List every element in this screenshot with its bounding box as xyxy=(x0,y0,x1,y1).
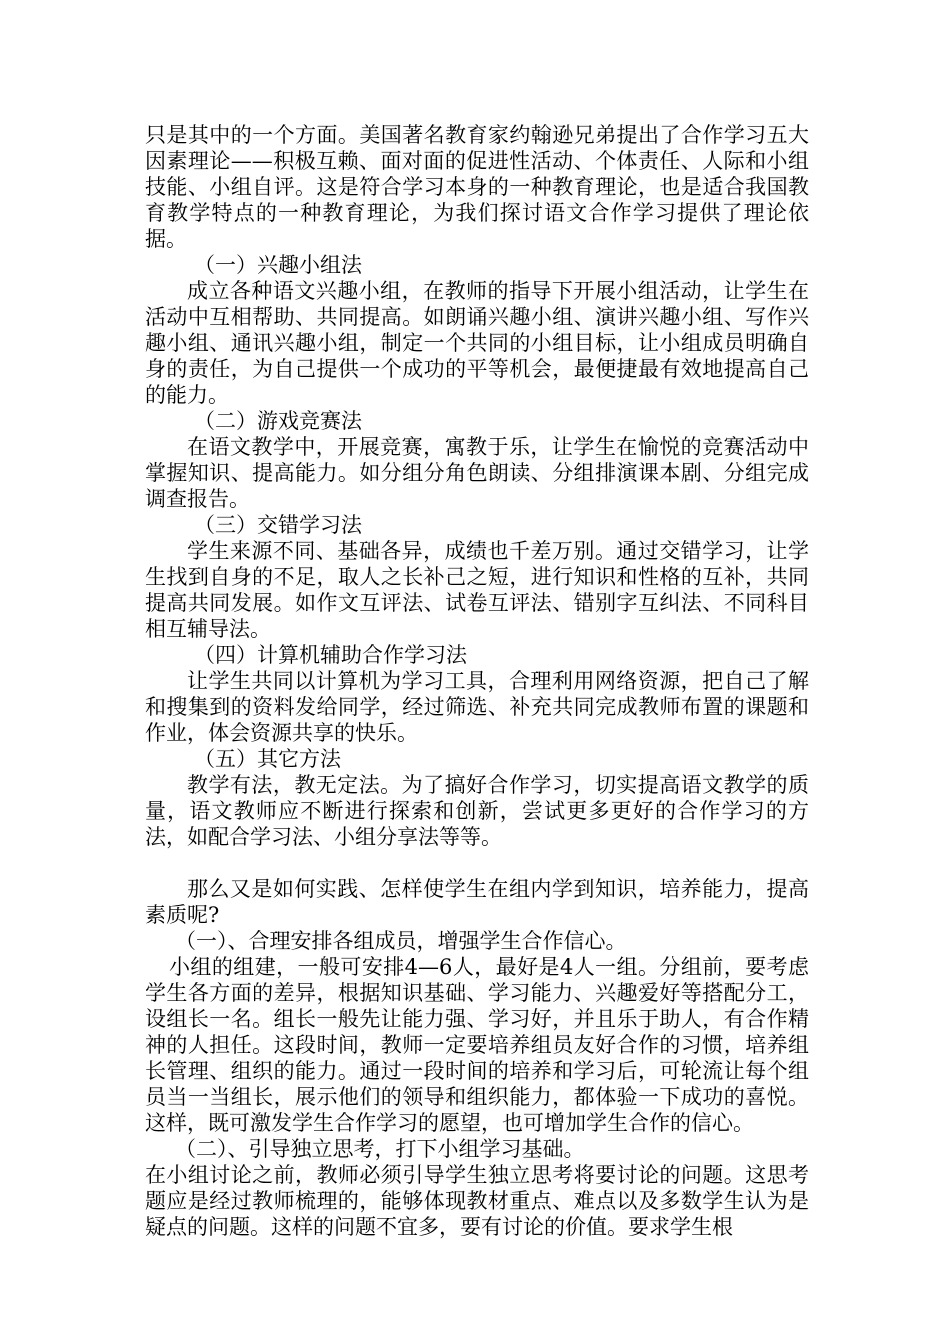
blank-line xyxy=(145,850,809,876)
paragraph-intro: 只是其中的一个方面。美国著名教育家约翰逊兄弟提出了合作学习五大因素理论——积极互赖、面对面的促进性活动、个体责任、人际和小组技能、小组自评。这是符合学习本身的一种教育理论，也是适合我国教育教学特点的一种教育理论，为我们探讨语文合作学习提供了理论依据。 xyxy=(145,123,809,251)
document-page xyxy=(145,122,809,1240)
paragraph-cross-learning: 学生来源不同、基础各异，成绩也千差万别。通过交错学习，让学生找到自身的不足，取人之长补己之短，进行知识和性格的互补，共同提高共同发展。如作文互评法、试卷互评法、错别字互纠法、不同科目相互辅导法。 xyxy=(145,539,809,641)
paragraph-arrange-members: 小组的组建，一般可安排4—6人，最好是4人一组。分组前，要考虑学生各方面的差异，根据知识基础、学习能力、兴趣爱好等搭配分工，设组长一名。组长一般先让能力强、学习好，并且乐于助人，有合作精神的人担任。这段时间，教师一定要培养组员友好合作的习惯，培养组长管理、组织的能力。通过一段时间的培养和学习后，可轮流让每个组员当一当组长，展示他们的领导和组织能力，都体验一下成功的喜悦。这样，既可激发学生合作学习的愿望，也可增加学生合作的信心。 xyxy=(145,955,809,1135)
paragraph-independent-thinking: 在小组讨论之前，教师必须引导学生独立思考将要讨论的问题。这思考题应是经过教师梳理的，能够体现教材重点、难点以及多数学生认为是疑点的问题。这样的问题不宜多，要有讨论的价值。要求学生根 xyxy=(145,1163,809,1239)
paragraph-computer-aided: 让学生共同以计算机为学习工具，合理利用网络资源，把自己了解和搜集到的资料发给同学，经过筛选、补充共同完成教师布置的课题和作业，体会资源共享的快乐。 xyxy=(145,669,809,745)
heading-cross-learning: （三）交错学习法 xyxy=(194,513,362,537)
paragraph-question: 那么又是如何实践、怎样使学生在组内学到知识，培养能力，提高素质呢? xyxy=(145,877,809,927)
heading-arrange-members: （一）、合理安排各组成员，增强学生合作信心。 xyxy=(175,929,627,953)
paragraph-interest-group: 成立各种语文兴趣小组，在教师的指导下开展小组活动，让学生在活动中互相帮助、共同提高。如朗诵兴趣小组、演讲兴趣小组、写作兴趣小组、通讯兴趣小组，制定一个共同的小组目标，让小组成员明确自身的责任，为自己提供一个成功的平等机会，最便捷最有效地提高自己的能力。 xyxy=(145,279,809,407)
heading-other-methods: （五）其它方法 xyxy=(194,747,341,771)
heading-game-competition: （二）游戏竞赛法 xyxy=(194,409,362,433)
paragraph-game-competition: 在语文教学中，开展竞赛，寓教于乐，让学生在愉悦的竞赛活动中掌握知识、提高能力。如分组分角色朗读、分组排演课本剧、分组完成调查报告。 xyxy=(145,435,809,511)
heading-interest-group: （一）兴趣小组法 xyxy=(194,253,362,277)
heading-computer-aided: （四）计算机辅助合作学习法 xyxy=(194,643,467,667)
heading-independent-thinking: （二）、引导独立思考，打下小组学习基础。 xyxy=(175,1137,585,1161)
paragraph-other-methods: 教学有法，教无定法。为了搞好合作学习，切实提高语文教学的质量，语文教师应不断进行探索和创新，尝试更多更好的合作学习的方法，如配合学习法、小组分享法等等。 xyxy=(145,773,809,849)
